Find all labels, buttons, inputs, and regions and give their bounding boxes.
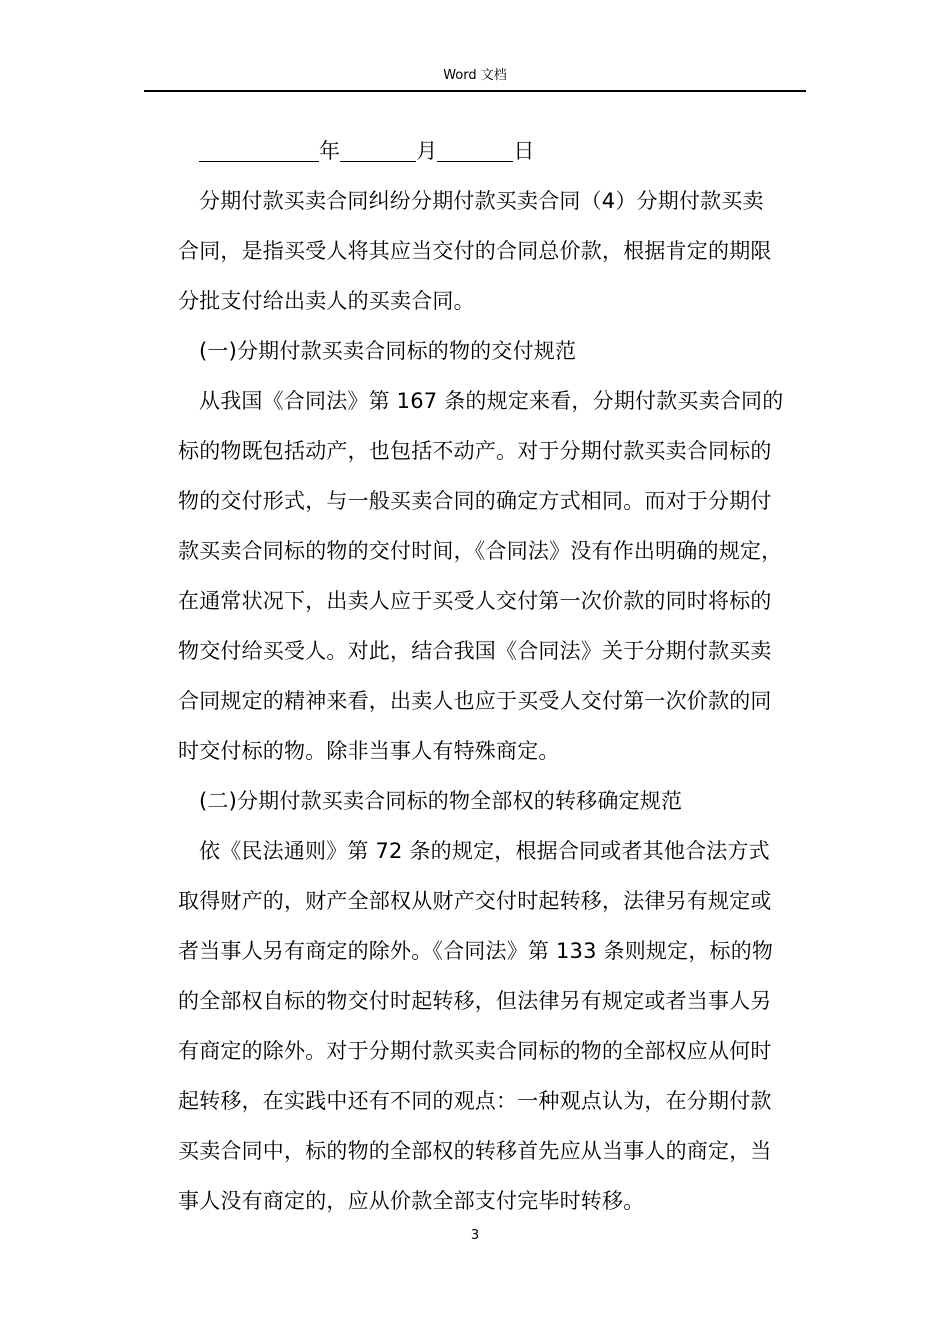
document-body — [178, 133, 808, 1233]
year-blank[interactable] — [199, 133, 319, 162]
year-label: 年 — [319, 139, 341, 163]
text-line: 物的交付形式，与一般买卖合同的确定方式相同。而对于分期付 — [178, 489, 772, 513]
page-number: 3 — [470, 1228, 480, 1243]
text-line: 起转移，在实践中还有不同的观点：一种观点认为，在分期付款 — [178, 1089, 772, 1113]
month-label: 月 — [416, 139, 438, 163]
text-line: 分批支付给出卖人的买卖合同。 — [178, 289, 475, 313]
text-line: 时交付标的物。除非当事人有特殊商定。 — [178, 739, 560, 763]
text-line: 依《民法通则》第 72 条的规定，根据合同或者其他合法方式 — [199, 839, 770, 863]
section-heading-2: (二)分期付款买卖合同标的物全部权的转移确定规范 — [199, 789, 683, 813]
day-blank[interactable] — [437, 133, 513, 162]
text-line: 买卖合同中，标的物的全部权的转移首先应从当事人的商定，当 — [178, 1139, 772, 1163]
text-line: 合同规定的精神来看，出卖人也应于买受人交付第一次价款的同 — [178, 689, 772, 713]
text-line: 取得财产的，财产全部权从财产交付时起转移，法律另有规定或 — [178, 889, 772, 913]
text-line: 的全部权自标的物交付时起转移，但法律另有规定或者当事人另 — [178, 989, 772, 1013]
text-line: 事人没有商定的，应从价款全部支付完毕时转移。 — [178, 1189, 645, 1213]
text-line: 有商定的除外。对于分期付款买卖合同标的物的全部权应从何时 — [178, 1039, 772, 1063]
text-line: 者当事人另有商定的除外。《合同法》第 133 条则规定，标的物 — [178, 939, 774, 963]
text-line: 分期付款买卖合同纠纷分期付款买卖合同（4）分期付款买卖 — [199, 189, 764, 213]
text-line: 在通常状况下，出卖人应于买受人交付第一次价款的同时将标的 — [178, 589, 772, 613]
text-line: 物交付给买受人。对此，结合我国《合同法》关于分期付款买卖 — [178, 639, 772, 663]
page-header — [144, 66, 806, 92]
month-blank[interactable] — [340, 133, 416, 162]
text-line: 从我国《合同法》第 167 条的规定来看，分期付款买卖合同的 — [199, 389, 784, 413]
section-heading-1: (一)分期付款买卖合同标的物的交付规范 — [199, 339, 577, 363]
text-line: 标的物既包括动产，也包括不动产。对于分期付款买卖合同标的 — [178, 439, 772, 463]
header-title: Word 文档 — [443, 68, 507, 83]
date-line — [178, 133, 808, 183]
day-label: 日 — [513, 139, 535, 163]
text-line: 合同，是指买受人将其应当交付的合同总价款，根据肯定的期限 — [178, 239, 772, 263]
text-line: 款买卖合同标的物的交付时间，《合同法》没有作出明确的规定， — [178, 539, 783, 563]
